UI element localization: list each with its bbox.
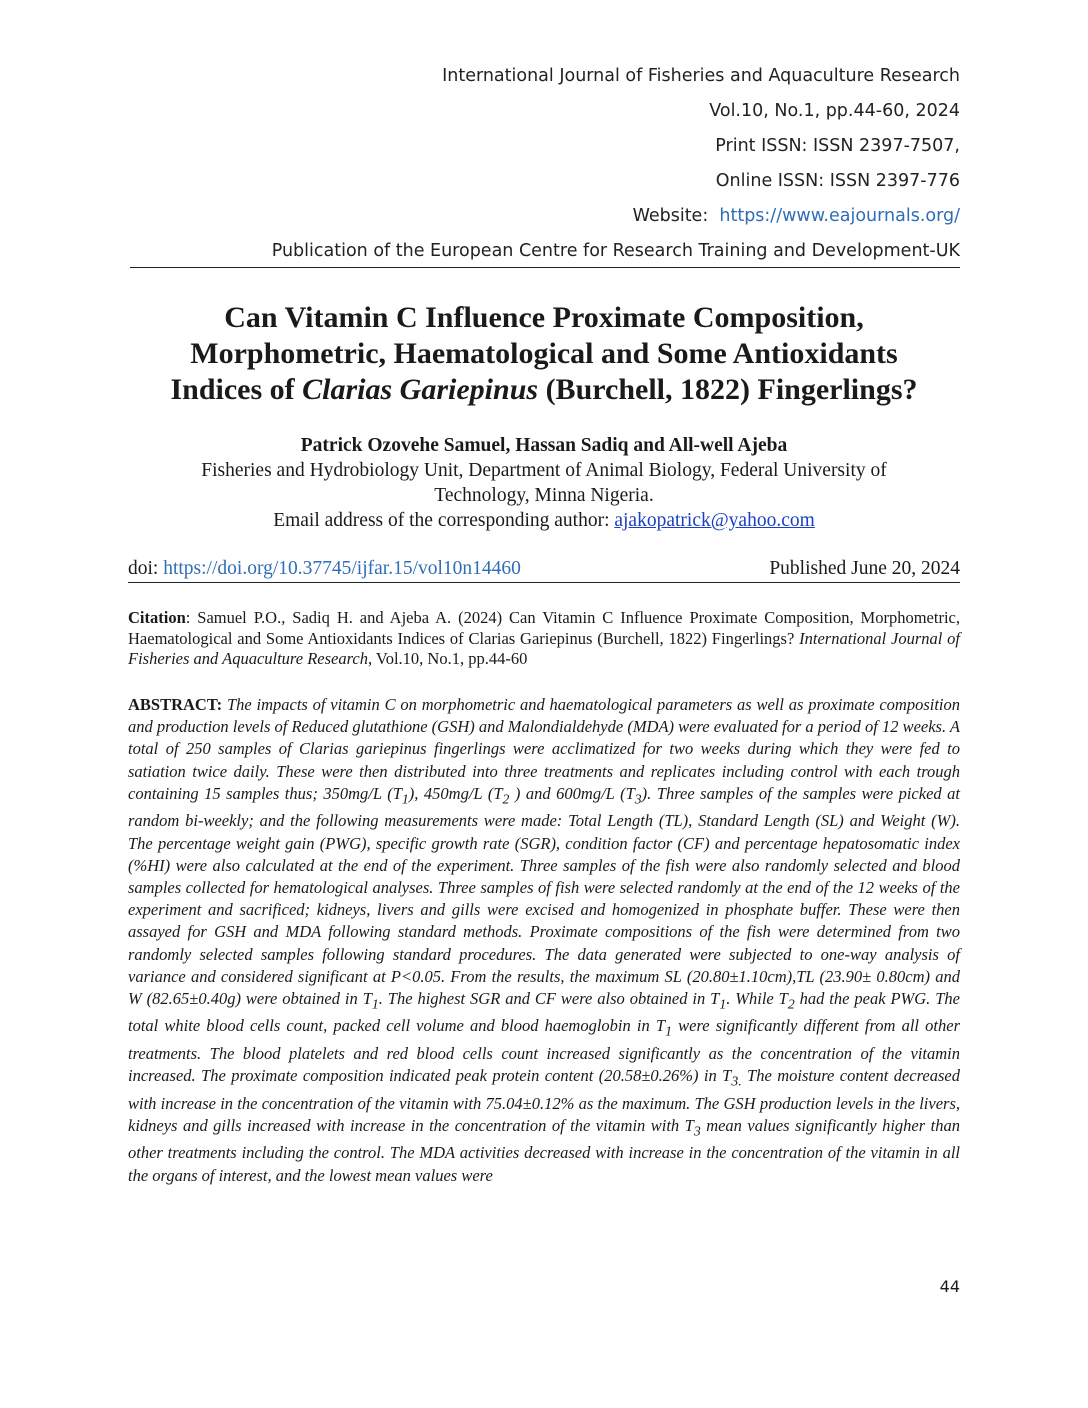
abstract-text: . While T xyxy=(726,988,788,1008)
subscript: 1 xyxy=(665,1023,672,1039)
author-block xyxy=(128,433,960,533)
abstract-text: The moisture content decreased with increase in the concentration of the vitamin with 75.04±0.12% as the maximum. The GSH production levels in the livers, kidneys and gills increased with increase in the concentration of the vitamin with T xyxy=(128,1066,960,1135)
doi-link[interactable]: https://doi.org/10.37745/ijfar.15/vol10n14460 xyxy=(163,558,521,579)
subscript: 2 xyxy=(787,996,795,1012)
website-line xyxy=(130,202,960,237)
journal-header xyxy=(130,62,960,268)
abstract-text: The impacts of vitamin C on morphometric and haematological parameters as well as proximate composition and production levels of Reduced glutathione (GSH) and Malondialdehyde (MDA) were evaluated for a period of 12 weeks. A total of 250 samples of Clarias gariepinus fingerlings were acclimatized for two weeks during which they were fed to satiation twice daily. These were then distributed into three treatments and replicates including control with each trough containing 15 samples thus; 350mg/L (T xyxy=(128,695,960,803)
title-line-1: Can Vitamin C Influence Proximate Composition, xyxy=(224,301,864,334)
subscript: 3. xyxy=(731,1073,742,1089)
subscript: 3 xyxy=(634,791,642,807)
species-name: Clarias Gariepinus xyxy=(302,373,539,406)
published-date: Published June 20, 2024 xyxy=(769,558,960,579)
abstract-text: ). Three samples of the samples were picked at random bi-weekly; and the following measurements were made: Total Length (TL), Standard Length (SL) and Weight (W). The percentage weight gain (PWG), specific growth rate (SGR), condition factor (CF) and percentage hepatosomatic index (%HI) were also calculated at the end of the experiment. Three samples of the fish were also randomly selected and blood samples collected for hematological analyses. Three samples of fish were selected randomly at the end of the 12 weeks of the experiment and sacrificed; kidneys, livers and gills were excised and homogenized in phosphate buffer. These were then assayed for GSH and MDA following standard methods. Proximate compositions of the fish were determined from two randomly selected samples following standard procedures. The data generated were subjected to one-way analysis of variance and considered significant at P<0.05. From the results, the maximum SL (20.80±1.10cm),TL (23.90± 0.80cm) and W (82.65±0.40g) were obtained in T xyxy=(128,783,960,1008)
volume-info: Vol.10, No.1, pp.44-60, 2024 xyxy=(709,101,960,121)
citation-text: : Samuel P.O., Sadiq H. and Ajeba A. (2024) Can Vitamin C Influence Proximate Composition, Morphometric, Haematological and Some Antioxidants Indices of Clarias Gariepinus (Burchell, 1822) Fingerlings? xyxy=(128,608,960,648)
citation-journal: International Journal of Fisheries and Aquaculture Research xyxy=(128,628,960,668)
subscript: 1 xyxy=(719,996,727,1012)
citation-tail: , Vol.10, No.1, pp.44-60 xyxy=(367,649,528,668)
abstract-text: had the peak PWG. The total white blood cells count, packed cell volume and blood haemoglobin in T xyxy=(128,988,960,1036)
email-label: Email address of the corresponding author: xyxy=(273,510,615,531)
publisher-line: Publication of the European Centre for Research Training and Development-UK xyxy=(130,237,960,268)
abstract-text: . The highest SGR and CF were also obtained in T xyxy=(378,988,720,1008)
subscript: 3 xyxy=(693,1123,701,1139)
subscript: 1 xyxy=(371,996,379,1012)
abstract-label: ABSTRACT: xyxy=(128,695,223,714)
paper-title xyxy=(128,300,960,408)
title-line-3-post: (Burchell, 1822) Fingerlings? xyxy=(538,373,918,406)
email-line xyxy=(128,508,960,533)
website-label: Website: xyxy=(632,206,709,226)
abstract-block xyxy=(128,694,960,1187)
subscript: 1 xyxy=(401,791,409,807)
abstract-text: ), 450mg/L (T xyxy=(408,783,503,803)
abstract-text: mean values significantly higher than other treatments including the control. The MDA activities decreased with increase in the concentration of the vitamin in all the organs of interest, and the lowest mean values were xyxy=(128,1115,960,1185)
title-line-3-pre: Indices of xyxy=(170,373,303,406)
title-line-3 xyxy=(128,372,960,408)
citation-block xyxy=(128,608,960,670)
author-names: Patrick Ozovehe Samuel, Hassan Sadiq and All-well Ajeba xyxy=(300,435,788,456)
doi-row xyxy=(128,556,960,583)
website-link[interactable]: https://www.eajournals.org/ xyxy=(719,206,960,226)
abstract-text: were significantly different from all other treatments. The blood platelets and red blood cells count increased significantly as the concentration of the vitamin increased. The proximate composition indicated peak protein content (20.58±0.26%) in T xyxy=(128,1016,960,1086)
subscript: 2 xyxy=(502,791,510,807)
title-line-2: Morphometric, Haematological and Some Antioxidants xyxy=(190,337,898,370)
page-number: 44 xyxy=(939,1277,960,1296)
email-link[interactable]: ajakopatrick@yahoo.com xyxy=(614,510,815,531)
journal-name: International Journal of Fisheries and Aquaculture Research xyxy=(442,66,960,86)
abstract-text: ) and 600mg/L (T xyxy=(509,783,635,803)
online-issn: Online ISSN: ISSN 2397-776 xyxy=(715,171,960,191)
doi-label: doi: xyxy=(128,558,164,579)
print-issn: Print ISSN: ISSN 2397-7507, xyxy=(715,136,960,156)
affiliation-line-1: Fisheries and Hydrobiology Unit, Department of Animal Biology, Federal University of xyxy=(201,460,887,481)
affiliation-line-2: Technology, Minna Nigeria. xyxy=(434,485,654,506)
citation-label: Citation xyxy=(128,608,186,627)
